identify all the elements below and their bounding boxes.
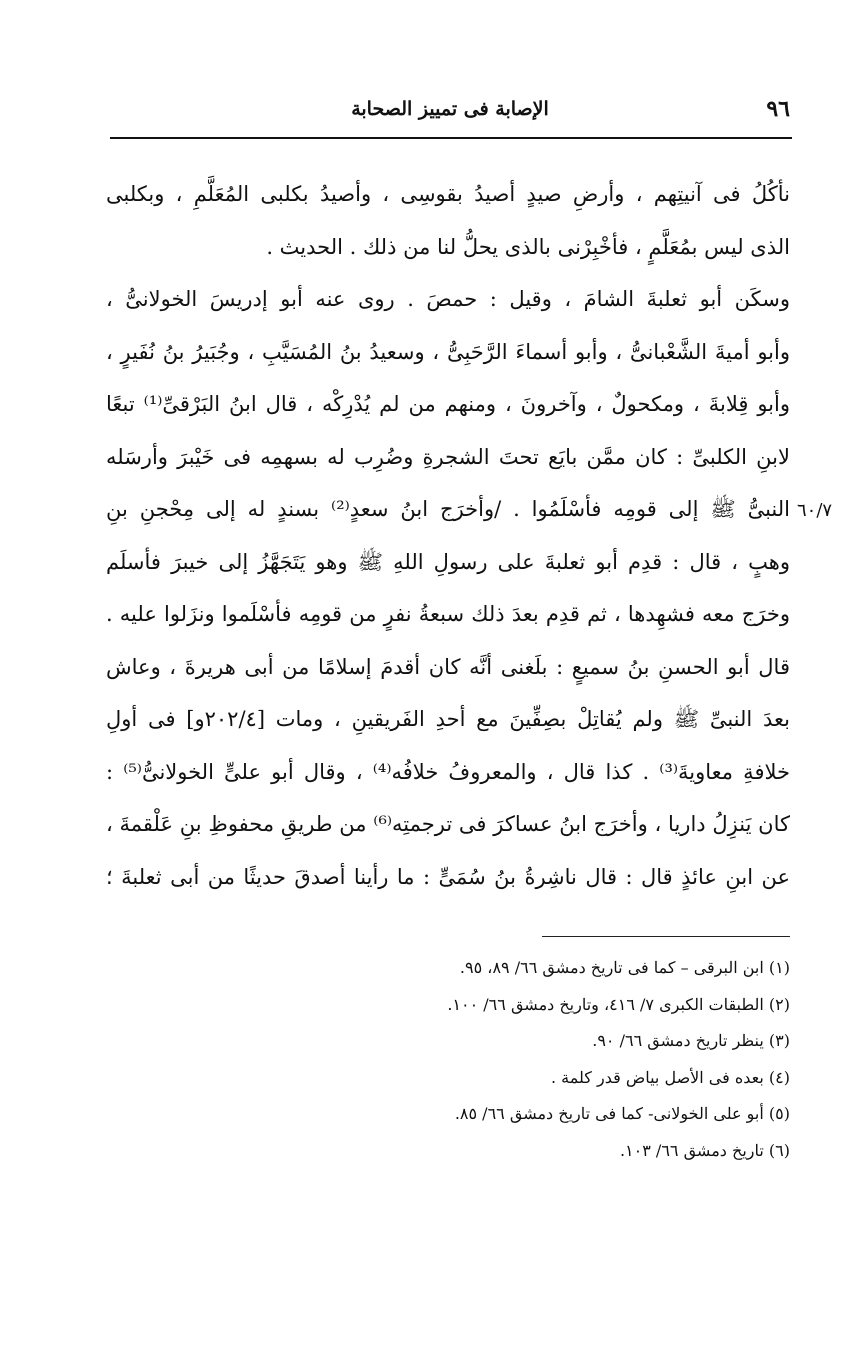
body-line: خلافةِ معاويةَ⁽³⁾ . كذا قال ، والمعروفُ خلافُه⁽⁴⁾ ، وقال أبو علىٍّ الخولانىُّ⁽⁵⁾ : <box>106 759 790 784</box>
body-line: لابنِ الكلبىِّ : كان ممَّن بايَع تحتَ الشجرةِ وضُرِب له بسهمِه فى خَيْبرَ وأرسَله <box>106 444 790 469</box>
running-title: الإصابة فى تمييز الصحابة <box>351 98 549 120</box>
body-line: وأبو أميةَ الشَّعْبانىُّ ، وأبو أسماءَ الرَّحَبِىُّ ، وسعيدُ بنُ المُسَيَّبِ ، وجُبَيرُ بنُ نُفَيرٍ ، <box>106 339 790 364</box>
body-line: كان يَنزِلُ داريا ، وأخرَج ابنُ عساكرَ فى ترجمتِه⁽⁶⁾ من طريقِ محفوظِ بنِ عَلْقمةَ ، <box>106 812 790 836</box>
footnote-rule <box>542 936 790 937</box>
body-text <box>106 168 790 903</box>
body-line: الذى ليس بمُعَلَّمٍ ، فأخْبِرْنى بالذى يحلُّ لنا من ذلك . الحديث . <box>266 234 790 259</box>
footnote: (٦) تاريخ دمشق ٦٦/ ١٠٣. <box>619 1140 790 1160</box>
body-line: عن ابنِ عائذٍ قال : قال ناشِرةُ بنُ سُمَىٍّ : ما رأينا أصدقَ حديثًا من أبى ثعلبةَ ؛ <box>106 864 790 889</box>
body-line: وخرَج معه فشهِدها ، ثم قدِم بعدَ ذلك سبعةُ نفرٍ من قومِه فأسْلَموا ونزَلوا عليه . <box>106 602 790 626</box>
page-header <box>110 96 790 126</box>
header-rule <box>110 137 792 139</box>
body-line: بعدَ النبىِّ ﷺ ولم يُقاتِلْ بصِفِّينَ مع أحدِ الفَريقينِ ، ومات [٢٠٢/٤و] فى أولِ <box>106 707 790 731</box>
footnotes <box>110 950 790 1169</box>
footnote: (٣) ينظر تاريخ دمشق ٦٦/ ٩٠. <box>592 1031 790 1050</box>
body-line: وسكَن أبو ثعلبةَ الشامَ ، وقيل : حمصَ . روى عنه أبو إدريسَ الخولانىُّ ، <box>106 287 790 311</box>
body-line: وأبو قِلابةَ ، ومكحولٌ ، وآخرونَ ، ومنهم من لم يُدْرِكْه ، قال ابنُ البَرْقىِّ⁽¹⁾ تبعًا <box>106 392 790 416</box>
footnote: (٢) الطبقات الكبرى ٧/ ٤١٦، وتاريخ دمشق ٦٦/ ١٠٠. <box>447 994 790 1014</box>
body-line: قال أبو الحسنِ بنُ سميعٍ : بلَغنى أنَّه كان أقدمَ إسلامًا من أبى هريرةَ ، وعاش <box>106 654 790 679</box>
body-line: النبىُّ ﷺ إلى قومِه فأسْلَمُوا . /وأخرَج ابنُ سعدٍ⁽²⁾ بسندٍ له إلى مِحْجنِ بنِ <box>106 497 790 521</box>
body-line: وهبٍ ، قال : قدِم أبو ثعلبةَ على رسولِ اللهِ ﷺ وهو يَتَجَهَّزُ إلى خيبرَ فأسلَم <box>106 549 790 574</box>
margin-reference: ٦٠/٧ <box>797 500 833 521</box>
page-number: ٩٦ <box>766 96 790 122</box>
footnote: (١) ابن البرقى – كما فى تاريخ دمشق ٦٦/ ٨٩، ٩٥. <box>459 958 790 977</box>
footnote: (٤) بعده فى الأصل بياض قدر كلمة . <box>551 1067 790 1087</box>
footnote: (٥) أبو على الخولانى- كما فى تاريخ دمشق ٦٦/ ٨٥. <box>454 1104 790 1123</box>
body-line: نأكُلُ فى آنيتِهم ، وأرضِ صيدٍ أصيدُ بقوسِى ، وأصيدُ بكلبى المُعَلَّمِ ، وبكلبى <box>106 182 790 206</box>
